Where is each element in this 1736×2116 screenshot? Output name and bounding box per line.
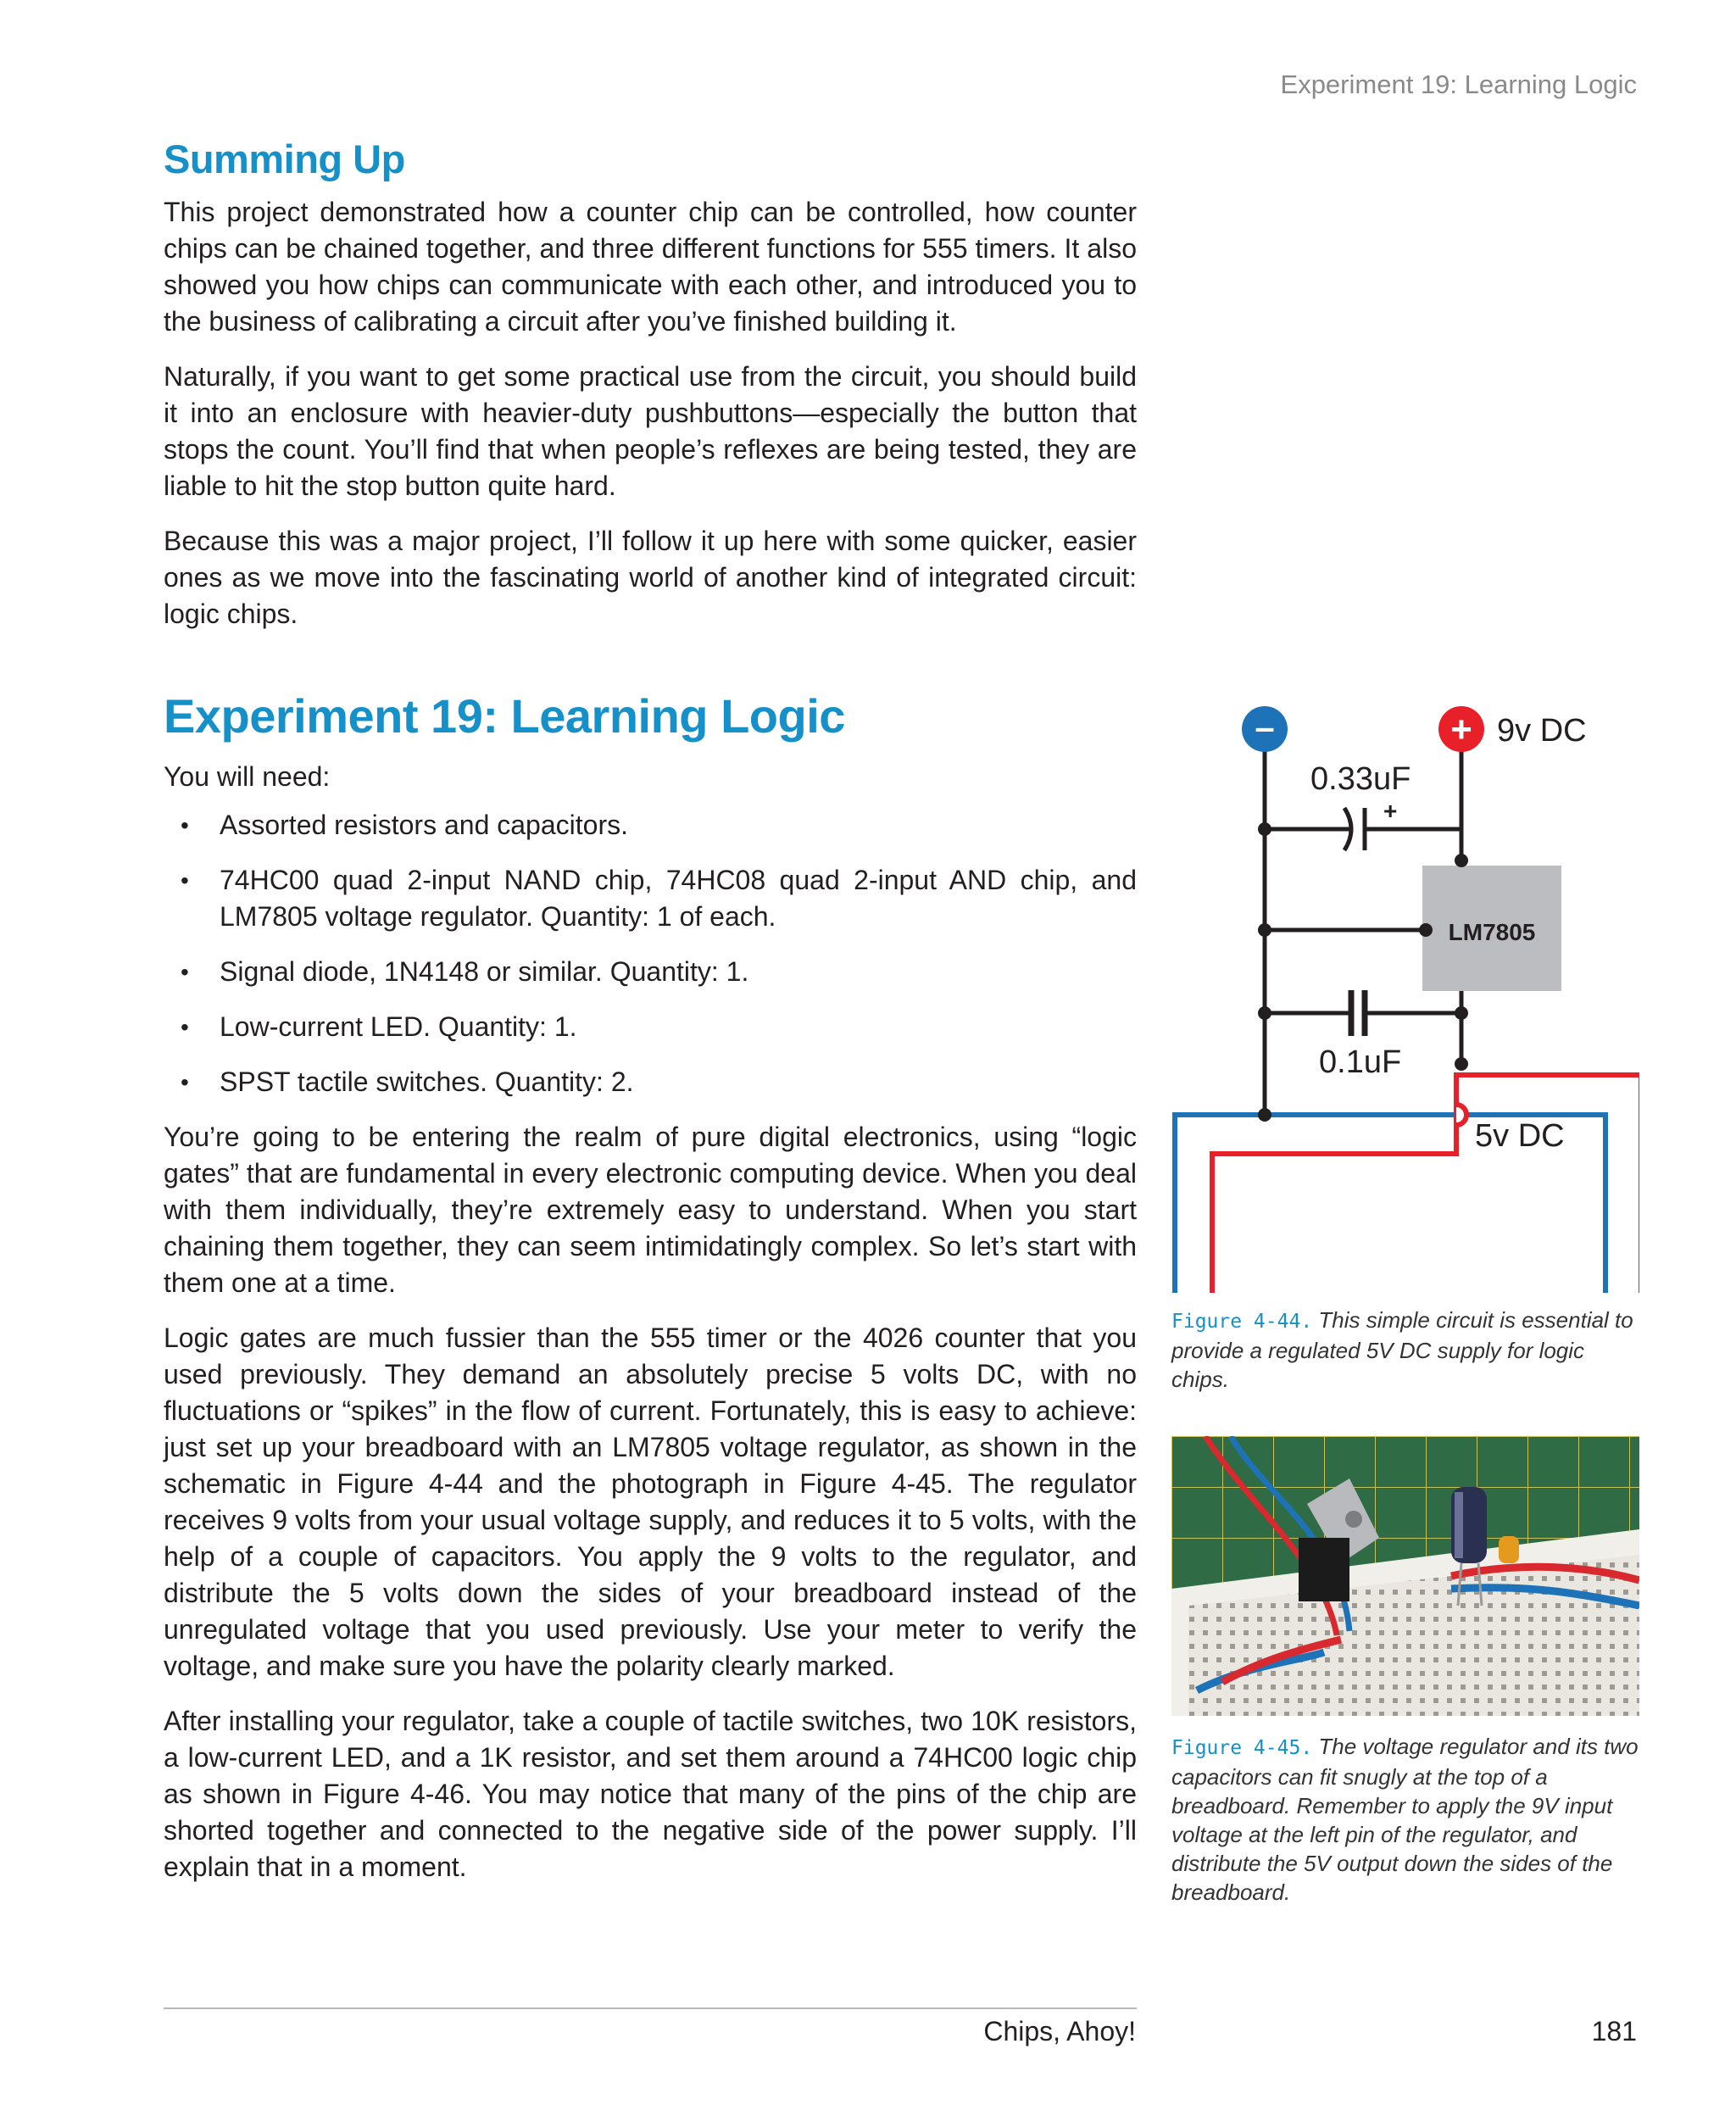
- ceramic-capacitor: [1499, 1536, 1519, 1563]
- positive-rail-wire: [1212, 1075, 1639, 1293]
- list-item-text: 74HC00 quad 2-input NAND chip, 74HC08 quad 2-input AND chip, and LM7805 voltage regulator. Quantity: 1 of each.: [220, 865, 1137, 932]
- capacitor-polarity-mark: +: [1383, 798, 1398, 824]
- capacitor-bottom-value: 0.1uF: [1319, 1044, 1402, 1080]
- figure-caption: [1171, 1732, 1639, 1907]
- paragraph: Naturally, if you want to get some practical use from the circuit, you should build it into an enclosure with heavier-duty pushbuttons—especially the button that stops the count. You’ll find that when people’s reflexes are being tested, they are liable to hit the stop button quite hard.: [164, 361, 1137, 501]
- you-will-need-label: You will need:: [164, 761, 331, 792]
- section-heading-summing-up: Summing Up: [164, 136, 405, 181]
- bullet: •: [181, 867, 189, 894]
- breadboard-photo: [1171, 1436, 1639, 1716]
- figure-number: Figure 4-44.: [1171, 1311, 1313, 1333]
- main-column: [164, 136, 1137, 1904]
- list-item-text: Low-current LED. Quantity: 1.: [220, 1011, 577, 1042]
- regulator-body: [1299, 1538, 1349, 1601]
- page-number: 181: [1591, 2016, 1637, 2046]
- running-head: Experiment 19: Learning Logic: [1280, 70, 1637, 99]
- footer-chapter-title: Chips, Ahoy!: [983, 2016, 1136, 2046]
- supply-voltage-label: 9v DC: [1497, 713, 1587, 749]
- heatsink-hole: [1345, 1511, 1362, 1528]
- figure-number: Figure 4-45.: [1171, 1737, 1313, 1759]
- list-item-text: Signal diode, 1N4148 or similar. Quantity: 1.: [220, 956, 749, 987]
- figure-4-45: [1171, 1436, 1639, 1907]
- footer-rule: [164, 2007, 1137, 2009]
- list-item: [164, 1009, 1137, 1045]
- regulator-schematic: [1171, 699, 1639, 1293]
- paragraph: You’re going to be entering the realm of pure digital electronics, using “logic gates” that are fundamental in every electronic computing device. When you deal with them individually, they’re extremely easy to understand. When you start chaining them together, they can seem intimidatingly complex. So let’s start with them one at a time.: [164, 1122, 1137, 1298]
- plus-sign: +: [1450, 709, 1472, 750]
- list-item: [164, 1064, 1137, 1100]
- paragraph: Logic gates are much fussier than the 555 timer or the 4026 counter that you used previously. They demand an absolutely precise 5 volts DC, with no fluctuations or “spikes” in the flow of current. Fortunately, this is easy to achieve: just set up your breadboard with an LM7805 voltage regulator, as shown in the schematic in Figure 4-44 and the photograph in Figure 4-45. The regulator receives 9 volts from your usual voltage supply, and reduces it to 5 volts, with the help of a couple of capacitors. You apply the 9 volts to the regulator, and distribute the 5 volts down the sides of your breadboard instead of the unregulated voltage that you used previously. Use your meter to verify the voltage, and make sure you have the polarity clearly marked.: [164, 1322, 1137, 1681]
- capacitor-top-value: 0.33uF: [1310, 761, 1411, 797]
- experiment-heading: Experiment 19: Learning Logic: [164, 689, 845, 743]
- paragraph: This project demonstrated how a counter chip can be controlled, how counter chips can be chained together, and three different functions for 555 timers. It also showed you how chips can communicate with each other, and introduced you to the business of calibrating a circuit after you’ve finished building it.: [164, 197, 1137, 337]
- bullet: •: [181, 1014, 189, 1040]
- bullet: •: [181, 812, 189, 838]
- figure-caption: [1171, 1306, 1639, 1394]
- caption-text: This simple circuit is essential to provide a regulated 5V DC supply for logic chips.: [1171, 1307, 1633, 1392]
- wire-crossover: [1456, 1105, 1466, 1125]
- list-item: [164, 954, 1137, 990]
- capacitor-stripe: [1455, 1492, 1463, 1558]
- list-item-text: Assorted resistors and capacitors.: [220, 810, 628, 840]
- paragraph: After installing your regulator, take a couple of tactile switches, two 10K resistors, a low-current LED, and a 1K resistor, and set them around a 74HC00 logic chip as shown in Figure 4-46. You may notice that many of the pins of the chip are shorted together and connected to the negative side of the power supply. I’ll explain that in a moment.: [164, 1706, 1137, 1882]
- parts-list: [164, 807, 1137, 1100]
- paragraph: Because this was a major project, I’ll follow it up here with some quicker, easier ones as we move into the fascinating world of another kind of integrated circuit: logic chips.: [164, 526, 1137, 629]
- minus-sign: –: [1255, 707, 1275, 747]
- list-item-text: SPST tactile switches. Quantity: 2.: [220, 1066, 634, 1097]
- output-voltage-label: 5v DC: [1475, 1118, 1565, 1154]
- figure-4-44: [1171, 699, 1639, 1394]
- list-item: [164, 807, 1137, 844]
- bullet: •: [181, 1069, 189, 1095]
- list-item: [164, 862, 1137, 935]
- bullet: •: [181, 959, 189, 985]
- caption-text: The voltage regulator and its two capacitors can fit snugly at the top of a breadboard. Remember to apply the 9V input voltage at the left pin of the regulator, and distribute the 5V output down the sides of the breadboard.: [1171, 1734, 1639, 1905]
- regulator-label: LM7805: [1448, 919, 1536, 945]
